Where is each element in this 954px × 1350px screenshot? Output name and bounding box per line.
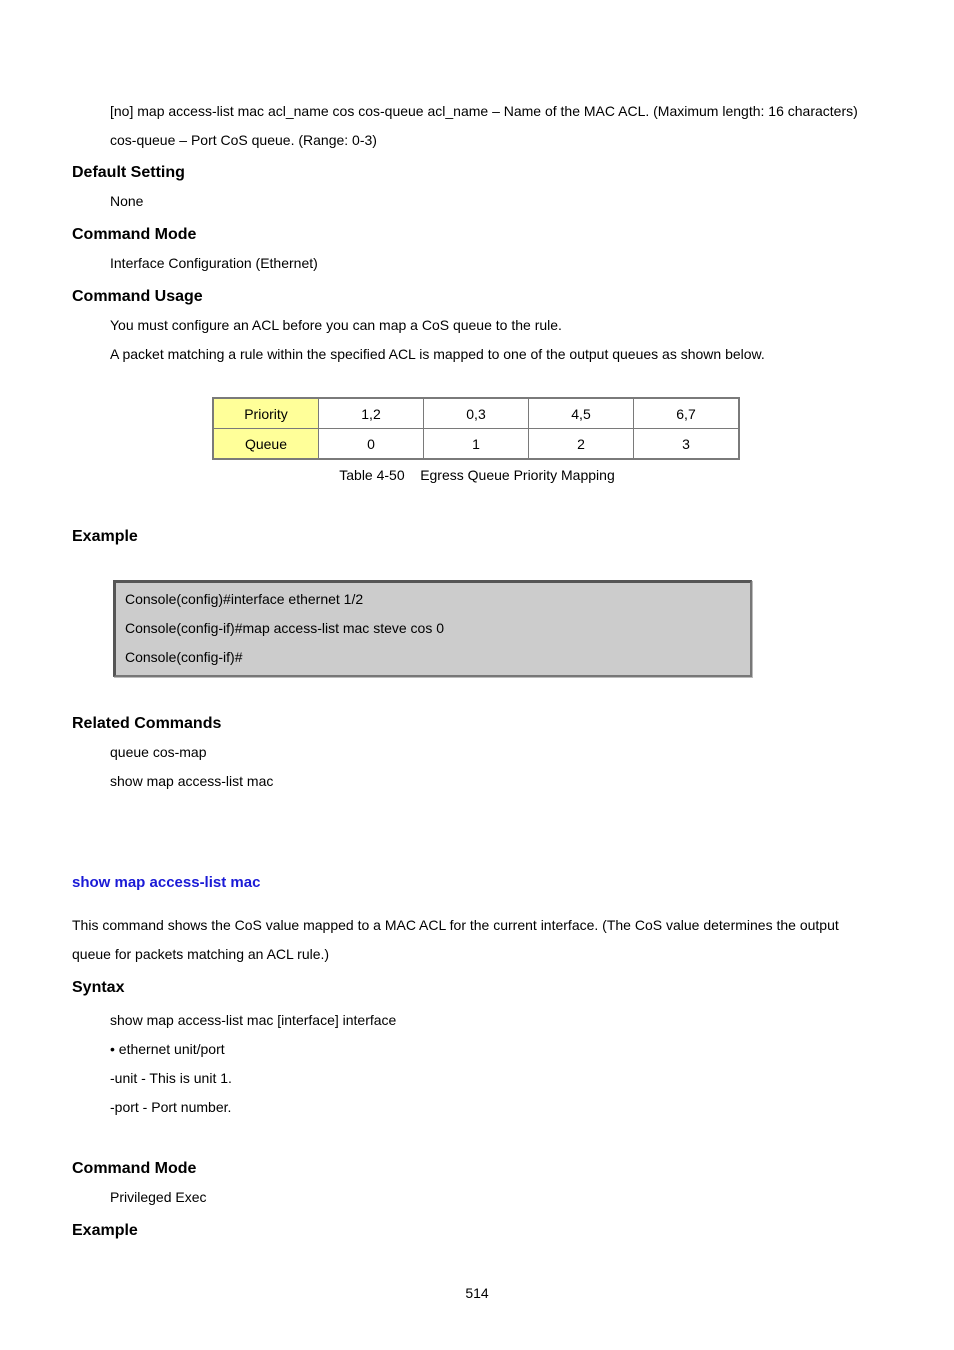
console-line: Console(config-if)#map access-list mac steve cos 0 (125, 620, 445, 636)
console-line: Console(config-if)# (125, 649, 243, 665)
command-usage-heading: Command Usage (72, 288, 203, 305)
syntax-line: • ethernet unit/port (110, 1041, 225, 1057)
syntax-line: -port - Port number. (110, 1099, 232, 1115)
table-cell: 3 (634, 429, 740, 460)
table-caption: Table 4-50 Egress Queue Priority Mapping (339, 467, 615, 483)
command-usage-paragraph-1: You must configure an ACL before you can map a CoS queue to the rule. (110, 317, 562, 333)
table-cell: 1 (424, 429, 529, 460)
related-command-item: show map access-list mac (110, 773, 274, 789)
table-cell: 0,3 (424, 398, 529, 429)
related-command-item: queue cos-map (110, 744, 207, 760)
syntax-heading: Syntax (72, 979, 125, 996)
table-cell: 2 (529, 429, 634, 460)
command-mode-heading: Command Mode (72, 226, 197, 243)
section-description-line-1: This command shows the CoS value mapped to a MAC ACL for the current interface. (The CoS value determines the output (72, 917, 839, 933)
command-usage-paragraph-2: A packet matching a rule within the specified ACL is mapped to one of the output queues as shown below. (110, 346, 765, 362)
page-number: 514 (465, 1285, 489, 1301)
syntax-line: -unit - This is unit 1. (110, 1070, 232, 1086)
table-cell: Priority (213, 398, 319, 429)
table-row-priority (213, 398, 739, 429)
table-cell: Queue (213, 429, 319, 460)
section-title: show map access-list mac (72, 874, 261, 891)
priority-mapping-table (212, 397, 740, 460)
param-line-1: [no] map access-list mac acl_name cos cos-queue acl_name – Name of the MAC ACL. (Maximum length: 16 characters) (110, 103, 858, 119)
syntax-line: show map access-list mac [interface] interface (110, 1012, 397, 1028)
table-row-queue (213, 429, 739, 460)
table-cell: 0 (319, 429, 424, 460)
example-heading-2: Example (72, 1222, 138, 1239)
command-mode-heading-2: Command Mode (72, 1160, 197, 1177)
param-line-2: cos-queue – Port CoS queue. (Range: 0-3) (110, 132, 377, 148)
example-heading: Example (72, 528, 138, 545)
section-description-line-2: queue for packets matching an ACL rule.) (72, 946, 330, 962)
table-cell: 1,2 (319, 398, 424, 429)
table-cell: 4,5 (529, 398, 634, 429)
default-setting-value: None (110, 193, 144, 209)
console-line: Console(config)#interface ethernet 1/2 (125, 591, 364, 607)
related-commands-heading: Related Commands (72, 715, 222, 732)
command-mode-value: Interface Configuration (Ethernet) (110, 255, 318, 271)
table-cell: 6,7 (634, 398, 740, 429)
console-example-box (113, 580, 752, 677)
command-mode-value-2: Privileged Exec (110, 1189, 207, 1205)
default-setting-heading: Default Setting (72, 164, 185, 181)
